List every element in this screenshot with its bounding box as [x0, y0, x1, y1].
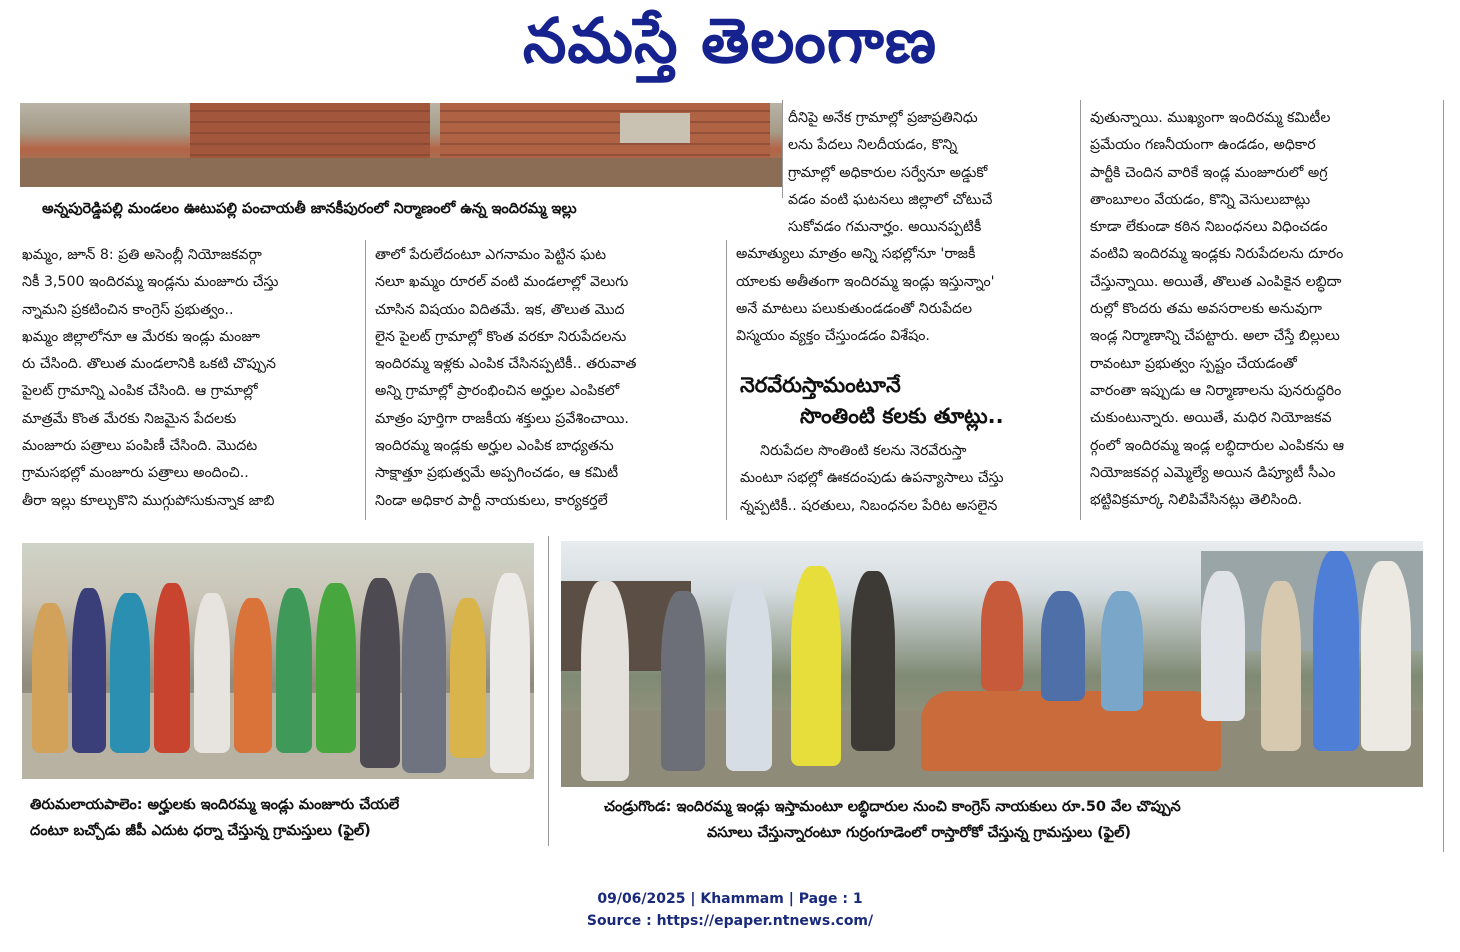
- right-margin-rule: [1443, 100, 1444, 852]
- text-line: నియోజకవర్గ ఎమ్మెల్యే అయిన డిప్యూటీ సీఎం: [1090, 464, 1336, 481]
- text-line: రు చేసింది. తొలుత మండలానికి ఒకటి చొప్పున: [22, 356, 276, 373]
- text-line: వారంతా ఇప్పుడు ఆ నిర్మాణాలను పునరుద్ధరిం: [1090, 382, 1342, 399]
- text-line: లైన పైలట్ గ్రామాల్లో కొంత వరకూ నిరుపేదలను: [375, 328, 627, 345]
- article-column-4: [1090, 105, 1426, 514]
- footer-dateline: 09/06/2025 | Khammam | Page : 1: [597, 891, 863, 907]
- subheading-line: నెరవేరుస్తామంటూనే: [740, 373, 901, 397]
- text-line: ఖమ్మం జిల్లాలోనూ ఆ మేరకు ఇండ్లు మంజూ: [22, 328, 260, 345]
- text-line: న్నామని ప్రకటించిన కాంగ్రెస్ ప్రభుత్వం..: [22, 301, 234, 318]
- text-line: ఖమ్మం, జూన్ 8: ప్రతి అసెంబ్లీ నియోజకవర్గా: [22, 247, 262, 263]
- column-rule: [726, 240, 727, 520]
- text-line: మాత్రం పూర్తిగా రాజకీయ శక్తులు ప్రవేశించాయి.: [375, 410, 629, 427]
- text-line: నికీ 3,500 ఇందిరమ్మ ఇండ్లను మంజూరు చేస్తు: [22, 274, 279, 291]
- article-column-3: [736, 105, 1070, 351]
- text-line: నిరుపేదల సొంతింటి కలను నెరవేరుస్తా: [760, 443, 967, 459]
- text-line: ఇందిరమ్మ ఇళ్లకు ఎంపిక చేసినప్పటికీ.. తరువాత: [375, 356, 637, 373]
- text-line: చూసిన విషయం విదితమే. ఇక, తొలుత మొద: [375, 301, 625, 318]
- text-line: వంటివి ఇందిరమ్మ ఇండ్లకు నిరుపేదలను దూరం: [1090, 246, 1344, 263]
- text-line: ఇందిరమ్మ ఇండ్లకు అర్హుల ఎంపిక బాధ్యతను: [375, 438, 614, 455]
- masthead: [0, 0, 1460, 82]
- text-line: గ్రామాల్లో అధికారుల సర్వేనూ అడ్డుకో: [788, 164, 988, 181]
- article-column-3-continued: [740, 438, 1070, 520]
- text-line: తాలో పేరులేదంటూ ఎగనామం పెట్టిన ఘట: [375, 247, 607, 263]
- text-line: తీరా ఇల్లు కూల్చుకొని ముగ్గుపోసుకున్నాక జాబి: [22, 492, 275, 509]
- text-line: మంటూ సభల్లో ఊకదంపుడు ఉపన్యాసాలు చేస్తు: [740, 470, 1004, 487]
- text-line: లను పేదలు నిలదీయడం, కొన్ని: [788, 137, 958, 154]
- construction-photo: [20, 103, 782, 187]
- caption-line: తిరుమలాయపాలెం: అర్హులకు ఇందిరమ్మ ఇండ్లు మంజూరు చేయలే: [30, 797, 400, 813]
- text-line: అనే మాటలు పలుకుతుండడంతో నిరుపేదల: [736, 301, 973, 318]
- text-line: నలూ ఖమ్మం రూరల్ వంటి మండలాల్లో వెలుగు: [375, 274, 629, 291]
- text-line: దీనిపై అనేక గ్రామాల్లో ప్రజాప్రతినిధు: [788, 110, 978, 126]
- text-line: వడం వంటి ఘటనలు జిల్లాలో చోటుచే: [788, 191, 993, 208]
- text-line: పార్టీకి చెందిన వారికే ఇండ్ల మంజూరులో అగ్ర: [1090, 164, 1328, 181]
- text-line: మాత్రమే కొంత మేరకు నిజమైన పేదలకు: [22, 410, 237, 427]
- text-line: రావంటూ ప్రభుత్వం స్పష్టం చేయడంతో: [1090, 355, 1297, 372]
- text-line: వుతున్నాయి. ముఖ్యంగా ఇందిరమ్మ కమిటీల: [1090, 110, 1331, 126]
- text-line: ర్గంలో ఇందిరమ్మ ఇండ్ల లబ్ధిదారుల ఎంపికను ఆ: [1090, 437, 1345, 454]
- text-line: మంజూరు పత్రాలు పంపిణీ చేసింది. మొదట: [22, 438, 258, 455]
- article-column-2: [375, 242, 718, 515]
- text-line: విస్మయం వ్యక్తం చేస్తుండడం విశేషం.: [736, 328, 930, 345]
- text-line: నిండా అధికార పార్టీ నాయకులు, కార్యకర్తలే: [375, 492, 608, 509]
- text-line: అమాత్యులు మాత్రం అన్ని సభల్లోనూ 'రాజకీ: [736, 246, 976, 263]
- article-subheading: [740, 370, 1070, 432]
- right-photo-caption: [604, 794, 1181, 846]
- column-rule: [1080, 100, 1081, 520]
- text-line: ప్రమేయం గణనీయంగా ఉండడం, అధికార: [1090, 137, 1316, 154]
- text-line: అన్ని గ్రామాల్లో ప్రారంభించిన అర్హుల ఎంపికలో: [375, 383, 620, 400]
- subheading-line: సొంతింటి కలకు తూట్లు..: [800, 404, 1004, 428]
- caption-line: దంటూ బచ్చోడు జీపీ ఎదుట ధర్నా చేస్తున్న గ్రామస్తులు (ఫైల్): [30, 823, 371, 839]
- text-line: భట్టివిక్రమార్క నిలిపివేసినట్లు తెలిసింది.: [1090, 492, 1303, 509]
- text-line: చుకుంటున్నారు. అయితే, మధిర నియోజకవ: [1090, 410, 1332, 427]
- caption-line: వసూలు చేస్తున్నారంటూ గుర్రంగూడెంలో రాస్తారోకో చేస్తున్న గ్రామస్తులు (ఫైల్): [707, 825, 1132, 841]
- text-line: న్నప్పటికీ.. షరతులు, నిబంధనల పేరిట అసలైన: [740, 497, 998, 514]
- text-line: ఇండ్ల నిర్మాణాన్ని చేపట్టారు. అలా చేస్తే బిల్లులు: [1090, 328, 1340, 345]
- text-line: సాక్షాత్తూ ప్రభుత్వమే అప్పగించడం, ఆ కమిటీ: [375, 465, 619, 482]
- article-column-1: [22, 242, 355, 515]
- top-photo-caption: అన్నపురెడ్డిపల్లి మండలం ఊటుపల్లి పంచాయతీ జానకీపురంలో నిర్మాణంలో ఉన్న ఇందిరమ్మ ఇల్లు: [42, 201, 577, 217]
- text-line: పైలట్ గ్రామాన్ని ఎంపిక చేసింది. ఆ గ్రామాల్లో: [22, 383, 258, 400]
- column-rule: [365, 240, 366, 520]
- footer-source: Source : https://epaper.ntnews.com/: [586, 913, 874, 929]
- masthead-title: నమస్తే తెలంగాణ: [522, 4, 938, 77]
- left-photo-caption: [30, 792, 399, 844]
- text-line: యాలకు అతీతంగా ఇందిరమ్మ ఇండ్లు ఇస్తున్నాం': [736, 273, 995, 290]
- protest-photo-left: [22, 543, 534, 779]
- text-line: తాంబూలం వేయడం, కొన్ని వెసులుబాట్లు: [1090, 191, 1311, 208]
- text-line: గ్రామసభల్లో మంజూరు పత్రాలు అందించి..: [22, 465, 249, 482]
- text-line: కూడా లేకుండా కఠిన నిబంధనలు విధించడం: [1090, 219, 1328, 236]
- protest-photo-right: [561, 541, 1423, 787]
- text-line: చేస్తున్నాయి. అయితే, తొలుత ఎంపికైన లబ్ధిదా: [1090, 273, 1342, 290]
- column-rule: [548, 536, 549, 846]
- text-line: సుకోవడం గమనార్హం. అయినప్పటికీ: [788, 219, 982, 236]
- text-line: రుల్లో కొందరు తమ అవసరాలకు అనువుగా: [1090, 301, 1322, 318]
- caption-line: చండ్రుగొండ: ఇందిరమ్మ ఇండ్లు ఇస్తామంటూ లబ్ధిదారుల నుంచి కాంగ్రెస్ నాయకులు రూ.50 వేల చొప్పున: [604, 799, 1181, 815]
